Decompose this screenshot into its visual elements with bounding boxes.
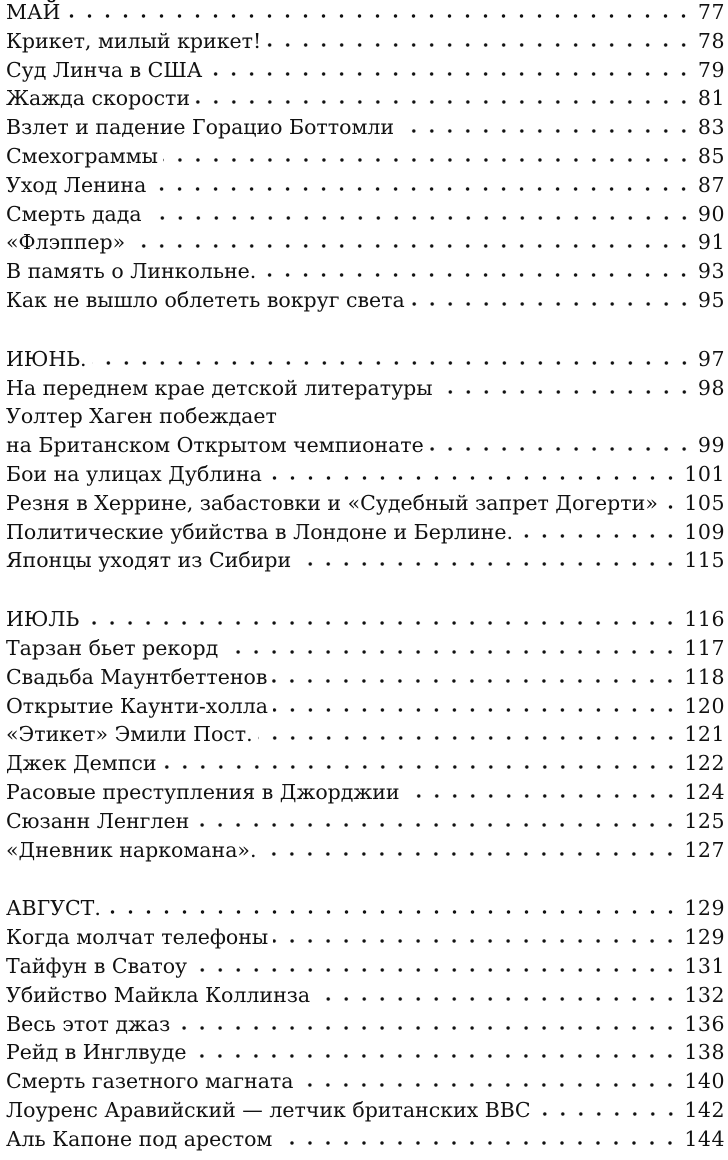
dot-leader xyxy=(194,823,679,827)
entry-title: Смерть газетного магната xyxy=(6,1069,294,1094)
dot-leader xyxy=(175,1026,679,1030)
page-number: 81 xyxy=(697,86,725,111)
entry-title: МАЙ xyxy=(6,0,61,24)
toc-entry xyxy=(6,54,725,82)
toc-entry xyxy=(6,372,725,400)
dot-leader xyxy=(192,968,679,972)
toc-entry xyxy=(6,400,277,428)
page-number: 117 xyxy=(684,636,725,660)
page-number: 95 xyxy=(697,288,725,312)
toc-entry xyxy=(6,950,725,978)
toc-entry xyxy=(6,1036,725,1064)
toc-entry xyxy=(6,140,725,168)
entry-title: Лоуренс Аравийский — летчик британских ВВС xyxy=(6,1098,531,1122)
dot-leader xyxy=(65,14,693,18)
toc-entry xyxy=(6,747,725,775)
page-number: 129 xyxy=(684,925,725,950)
entry-title: Японцы уходят из Сибири xyxy=(6,548,292,573)
dot-leader xyxy=(92,361,693,365)
entry-title: Политические убийства в Лондоне и Берлине. xyxy=(6,519,513,544)
toc-entry xyxy=(6,516,725,544)
toc-entry xyxy=(6,198,725,226)
toc-entry xyxy=(6,690,725,718)
toc-entry xyxy=(6,776,725,804)
page-number: 142 xyxy=(684,1098,725,1122)
dot-leader xyxy=(147,216,693,220)
entry-title: Суд Линча в США xyxy=(6,57,203,82)
entry-title: Расовые преступления в Джорджии xyxy=(6,780,400,804)
page-number: 138 xyxy=(684,1040,725,1065)
page-number: 101 xyxy=(684,462,725,486)
toc-entry xyxy=(6,1008,725,1036)
page-number: 77 xyxy=(697,0,725,24)
dot-leader xyxy=(277,1141,679,1145)
entry-title: Резня в Херрине, забастовки и «Судебный запрет Догерти» xyxy=(6,490,658,515)
toc-entry xyxy=(6,632,725,660)
page-number: 140 xyxy=(684,1069,725,1094)
dot-leader xyxy=(151,187,693,191)
page-number: 109 xyxy=(684,519,725,544)
entry-title: «Этикет» Эмили Пост. xyxy=(6,722,253,747)
dot-leader xyxy=(663,505,680,509)
entry-title: Взлет и падение Горацио Боттомли xyxy=(6,115,395,140)
dot-leader xyxy=(162,765,680,769)
dot-leader xyxy=(223,650,679,654)
entry-title: На переднем крае детской литературы xyxy=(6,375,433,400)
toc-section-heading xyxy=(6,892,725,920)
entry-title: Когда молчат телефоны xyxy=(6,925,269,950)
toc-entry xyxy=(6,169,725,197)
page-number: 118 xyxy=(684,664,725,689)
dot-leader xyxy=(272,679,679,683)
toc-entry xyxy=(6,805,725,833)
entry-title: АВГУСТ. xyxy=(6,896,101,921)
page-number: 90 xyxy=(697,201,725,226)
toc-entry xyxy=(6,1123,725,1151)
entry-title: ИЮНЬ. xyxy=(6,346,87,371)
page-number: 87 xyxy=(697,172,725,197)
dot-leader xyxy=(267,476,679,480)
dot-leader xyxy=(298,1083,679,1087)
dot-leader xyxy=(273,708,679,712)
entry-title: Уолтер Хаген побеждает xyxy=(6,404,277,429)
toc-section-heading xyxy=(6,343,725,371)
page-number: 105 xyxy=(684,490,725,515)
page-number: 83 xyxy=(697,115,725,140)
page-number: 85 xyxy=(697,144,725,168)
dot-leader xyxy=(106,910,680,914)
page-number: 78 xyxy=(697,28,725,53)
entry-title: Как не вышло облететь вокруг света xyxy=(6,288,405,312)
dot-leader xyxy=(296,562,679,566)
toc-entry xyxy=(6,111,725,139)
dot-leader xyxy=(405,794,680,798)
page-number: 129 xyxy=(684,896,725,921)
toc-entry xyxy=(6,921,725,949)
entry-title: В память о Линкольне. xyxy=(6,259,257,284)
entry-title: «Флэппер» xyxy=(6,230,126,255)
page-number: 115 xyxy=(684,548,725,573)
dot-leader xyxy=(399,129,693,133)
dot-leader xyxy=(261,273,693,277)
page-number: 97 xyxy=(697,346,725,371)
entry-title: Свадьба Маунтбеттенов xyxy=(6,664,268,689)
entry-title: Тайфун в Сватоу xyxy=(6,954,188,978)
entry-title: Тарзан бьет рекорд xyxy=(6,636,219,660)
entry-title: Жажда скорости xyxy=(6,86,191,111)
toc-entry xyxy=(6,458,725,486)
dot-leader xyxy=(273,939,679,943)
toc-entry xyxy=(6,1094,725,1122)
dot-leader xyxy=(163,158,693,162)
toc-entry xyxy=(6,979,725,1007)
page-number: 91 xyxy=(697,230,725,255)
page-number: 122 xyxy=(684,751,725,776)
toc-entry xyxy=(6,834,725,862)
entry-title: «Дневник наркомана». xyxy=(6,837,257,862)
entry-title: Открытие Каунти-холла xyxy=(6,693,268,718)
toc-entry xyxy=(6,226,725,254)
entry-title: Бои на улицах Дублина xyxy=(6,462,262,486)
page-number: 93 xyxy=(697,259,725,284)
page-number: 132 xyxy=(684,982,725,1007)
dot-leader xyxy=(207,72,693,76)
page-number: 124 xyxy=(684,780,725,804)
page-number: 116 xyxy=(684,607,725,632)
toc-section-heading xyxy=(6,0,725,24)
toc-entry xyxy=(6,284,725,312)
page-number: 144 xyxy=(684,1126,725,1151)
toc-entry xyxy=(6,429,725,457)
dot-leader xyxy=(130,244,693,248)
dot-leader xyxy=(258,736,680,740)
entry-title: Смехограммы xyxy=(6,144,158,168)
page-number: 79 xyxy=(697,57,725,82)
dot-leader xyxy=(266,43,693,47)
toc-entry xyxy=(6,661,725,689)
dot-leader xyxy=(191,1054,679,1058)
dot-leader xyxy=(536,1112,680,1116)
toc-entry xyxy=(6,544,725,572)
entry-title: Крикет, милый крикет! xyxy=(6,28,262,53)
toc-section-heading xyxy=(6,603,725,631)
page-number: 127 xyxy=(684,837,725,862)
toc-entry xyxy=(6,487,725,515)
entry-title: Джек Демпси xyxy=(6,751,157,776)
dot-leader xyxy=(410,302,693,306)
page-number: 99 xyxy=(697,433,725,458)
toc-entry xyxy=(6,1065,725,1093)
entry-title: Убийство Майкла Коллинза xyxy=(6,982,311,1007)
page-number: 98 xyxy=(697,375,725,400)
toc-entry xyxy=(6,718,725,746)
entry-title: Аль Капоне под арестом xyxy=(6,1126,273,1151)
dot-leader xyxy=(261,852,679,856)
entry-title: Рейд в Инглвуде xyxy=(6,1040,187,1065)
page-number: 125 xyxy=(684,808,725,833)
entry-title: ИЮЛЬ xyxy=(6,607,80,632)
page-number: 136 xyxy=(684,1011,725,1036)
entry-title: Смерть дада xyxy=(6,201,142,226)
page-number: 120 xyxy=(684,693,725,718)
dot-leader xyxy=(195,100,693,104)
toc-entry xyxy=(6,25,725,53)
entry-title: Сюзанн Ленглен xyxy=(6,808,190,833)
toc-entry xyxy=(6,82,725,110)
entry-title: на Британском Открытом чемпионате xyxy=(6,433,424,458)
entry-title: Уход Ленина xyxy=(6,172,147,197)
dot-leader xyxy=(438,390,693,394)
dot-leader xyxy=(429,447,693,451)
toc-entry xyxy=(6,255,725,283)
page-number: 131 xyxy=(684,954,725,978)
entry-title: Весь этот джаз xyxy=(6,1011,171,1036)
page-number: 121 xyxy=(684,722,725,747)
dot-leader xyxy=(518,534,679,538)
dot-leader xyxy=(315,997,679,1001)
dot-leader xyxy=(84,621,679,625)
